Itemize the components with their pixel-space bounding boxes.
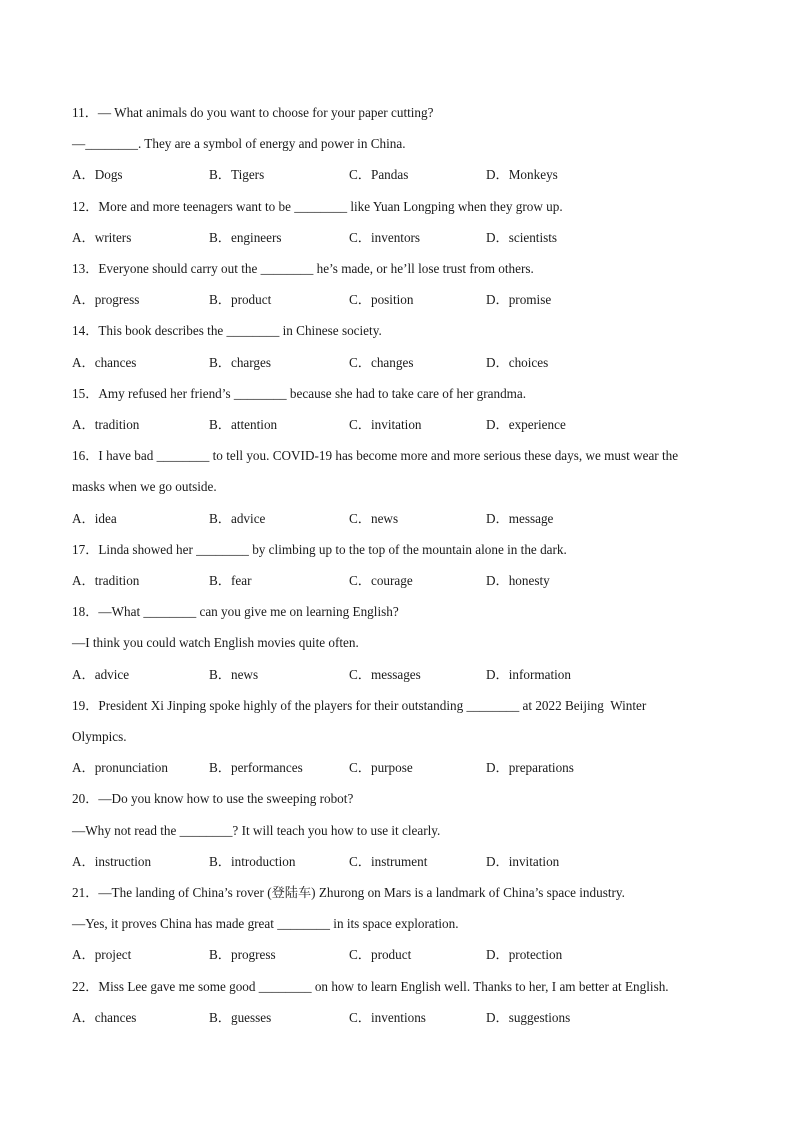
answer-option-d: D．protection — [486, 947, 563, 963]
answer-options — [72, 573, 732, 589]
answer-options — [72, 947, 732, 963]
answer-options — [72, 511, 732, 527]
question-stem: 18．—What ________ can you give me on learning English? — [72, 604, 399, 620]
answer-option-c: C．changes — [349, 354, 414, 370]
answer-option-a: A．progress — [72, 292, 140, 308]
answer-option-d: D．promise — [486, 292, 552, 308]
answer-option-d: D．honesty — [486, 573, 550, 588]
question-stem-continued: Olympics. — [72, 729, 127, 744]
answer-option-a: A．idea — [72, 510, 117, 526]
question-stem: 22．Miss Lee gave me some good ________ on how to learn English well. Thanks to her, I am better at English. — [72, 978, 669, 994]
answer-option-c: C．inventors — [349, 229, 421, 245]
answer-option-c: C．position — [349, 292, 414, 308]
answer-option-b: B．introduction — [209, 853, 296, 869]
answer-option-a: A．advice — [72, 666, 130, 682]
question-stem: 20．—Do you know how to use the sweeping robot? — [72, 791, 354, 807]
answer-option-b: B．charges — [209, 354, 272, 370]
answer-option-a: A．chances — [72, 1009, 137, 1025]
answer-option-b: B．attention — [209, 417, 278, 432]
question-stem-continued: —________. They are a symbol of energy and power in China. — [72, 136, 406, 152]
answer-option-a: A．writers — [72, 229, 132, 245]
answer-options — [72, 292, 732, 308]
answer-option-d: D．invitation — [486, 853, 560, 869]
answer-option-b: B．guesses — [209, 1009, 272, 1025]
answer-options — [72, 355, 732, 371]
question-stem: 11．— What animals do you want to choose for your paper cutting? — [72, 105, 434, 120]
answer-option-c: C．Pandas — [349, 167, 409, 183]
answer-option-b: B．advice — [209, 510, 266, 526]
answer-options — [72, 760, 732, 776]
question-stem: 19．President Xi Jinping spoke highly of the players for their outstanding ________ at 2022 Beijing Winter — [72, 697, 647, 713]
answer-option-c: C．messages — [349, 666, 421, 682]
answer-option-d: D．preparations — [486, 760, 574, 776]
question-stem: 16．I have bad ________ to tell you. COVID-19 has become more and more serious these days, we must wear the — [72, 448, 679, 464]
answer-option-c: C．product — [349, 947, 412, 963]
question-stem: 14．This book describes the ________ in Chinese society. — [72, 323, 382, 339]
answer-option-d: D．suggestions — [486, 1009, 571, 1025]
answer-option-a: A．pronunciation — [72, 760, 168, 776]
answer-option-a: A．Dogs — [72, 167, 123, 183]
question-stem-continued: —Why not read the ________? It will teach you how to use it clearly. — [72, 822, 441, 838]
answer-options — [72, 230, 732, 246]
answer-option-a: A．chances — [72, 354, 137, 370]
answer-options — [72, 854, 732, 870]
answer-option-a: A．tradition — [72, 573, 140, 588]
answer-option-b: B．progress — [209, 947, 276, 963]
answer-option-b: B．product — [209, 292, 272, 308]
answer-option-c: C．news — [349, 510, 399, 526]
answer-option-a: A．project — [72, 947, 132, 963]
question-stem-continued: —Yes, it proves China has made great ________ in its space exploration. — [72, 916, 459, 932]
question-stem-continued: —I think you could watch English movies quite often. — [72, 635, 359, 651]
question-stem: 17．Linda showed her ________ by climbing up to the top of the mountain alone in the dark. — [72, 541, 567, 557]
question-stem-continued: masks when we go outside. — [72, 479, 217, 495]
answer-option-d: D．choices — [486, 354, 549, 370]
answer-option-a: A．instruction — [72, 853, 152, 869]
question-stem: 15．Amy refused her friend’s ________ because she had to take care of her grandma. — [72, 385, 527, 401]
answer-option-b: B．performances — [209, 760, 303, 776]
answer-option-a: A．tradition — [72, 417, 140, 432]
answer-option-b: B．engineers — [209, 229, 282, 245]
answer-option-c: C．inventions — [349, 1009, 426, 1025]
answer-option-b: B．fear — [209, 573, 252, 588]
answer-options — [72, 417, 732, 433]
answer-option-d: D．scientists — [486, 229, 558, 245]
answer-option-c: C．purpose — [349, 760, 413, 776]
answer-options — [72, 1010, 732, 1026]
answer-option-c: C．instrument — [349, 853, 428, 869]
answer-option-b: B．Tigers — [209, 167, 265, 183]
question-stem: 13．Everyone should carry out the ________ he’s made, or he’ll lose trust from others. — [72, 261, 534, 276]
answer-option-b: B．news — [209, 666, 259, 682]
answer-option-d: D．Monkeys — [486, 167, 558, 183]
answer-options — [72, 167, 732, 183]
answer-option-c: C．courage — [349, 573, 413, 588]
answer-option-d: D．message — [486, 510, 554, 526]
question-stem: 12．More and more teenagers want to be ________ like Yuan Longping when they grow up. — [72, 198, 563, 214]
answer-option-c: C．invitation — [349, 417, 422, 432]
answer-options — [72, 667, 732, 683]
question-stem: 21．—The landing of China’s rover (登陆车) Zhurong on Mars is a landmark of China’s space industry. — [72, 885, 625, 900]
answer-option-d: D．information — [486, 666, 571, 682]
answer-option-d: D．experience — [486, 417, 566, 432]
